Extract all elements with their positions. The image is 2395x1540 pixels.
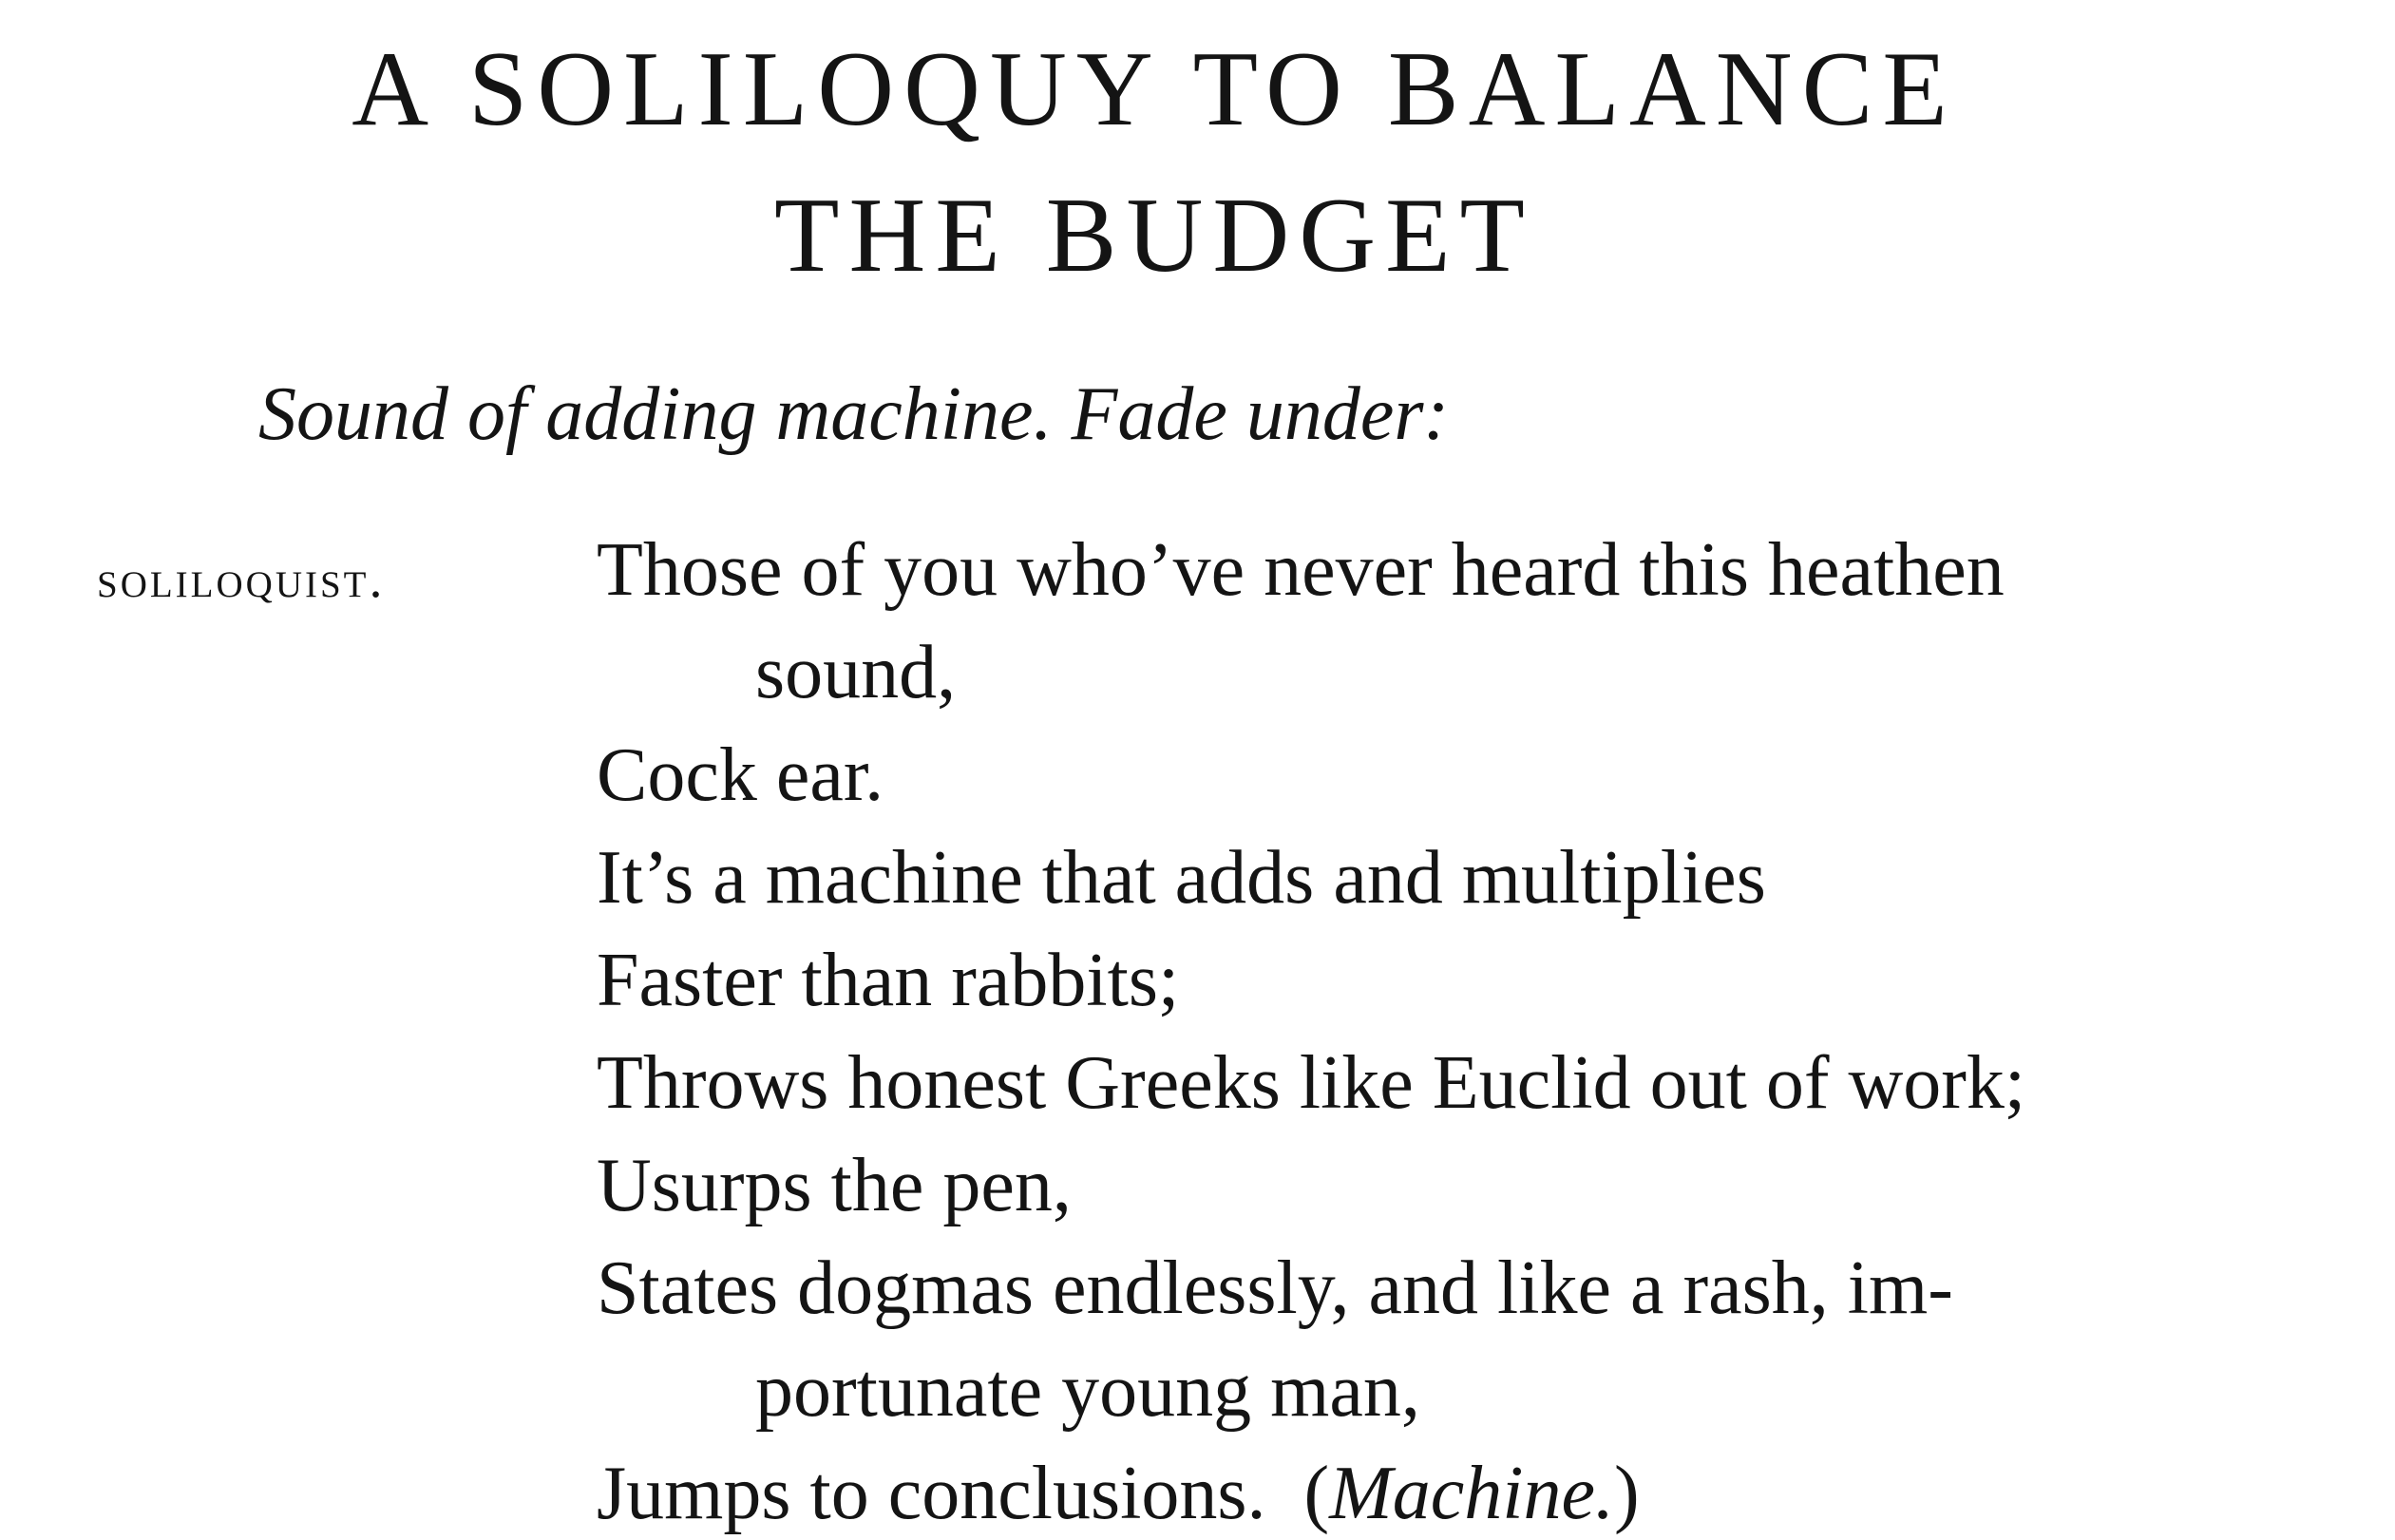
stage-direction-paren-open: ( [1303,1452,1330,1535]
verse-line-1: Those of you who’ve never heard this heathen [597,528,2005,612]
stage-direction-paren-close: ) [1613,1452,1640,1535]
verse-line-7: States dogmas endlessly, and like a rash, im- [597,1246,1953,1330]
title-line-1: A SOLILOQUY TO BALANCE [352,30,1957,148]
verse-line-8-text: Jumps to conclusions. [597,1452,1266,1535]
verse-line-2: Cock ear. [597,733,884,817]
speaker-name: soliloquist. [97,550,386,609]
title-line-2: THE BUDGET [774,177,1534,295]
verse-line-8 [597,1452,1640,1535]
verse-line-5: Throws honest Greeks like Euclid out of work; [597,1041,2026,1125]
verse-line-3: It’s a machine that adds and multiplies [597,836,1766,920]
verse-line-1-continuation: sound, [755,631,957,714]
stage-direction: Sound of adding machine. Fade under: [258,372,1450,456]
stage-direction-machine: Machine. [1329,1452,1614,1535]
verse-line-6: Usurps the pen, [597,1144,1072,1227]
verse-line-7-continuation: portunate young man, [755,1349,1420,1433]
verse-line-4: Faster than rabbits; [597,939,1180,1022]
